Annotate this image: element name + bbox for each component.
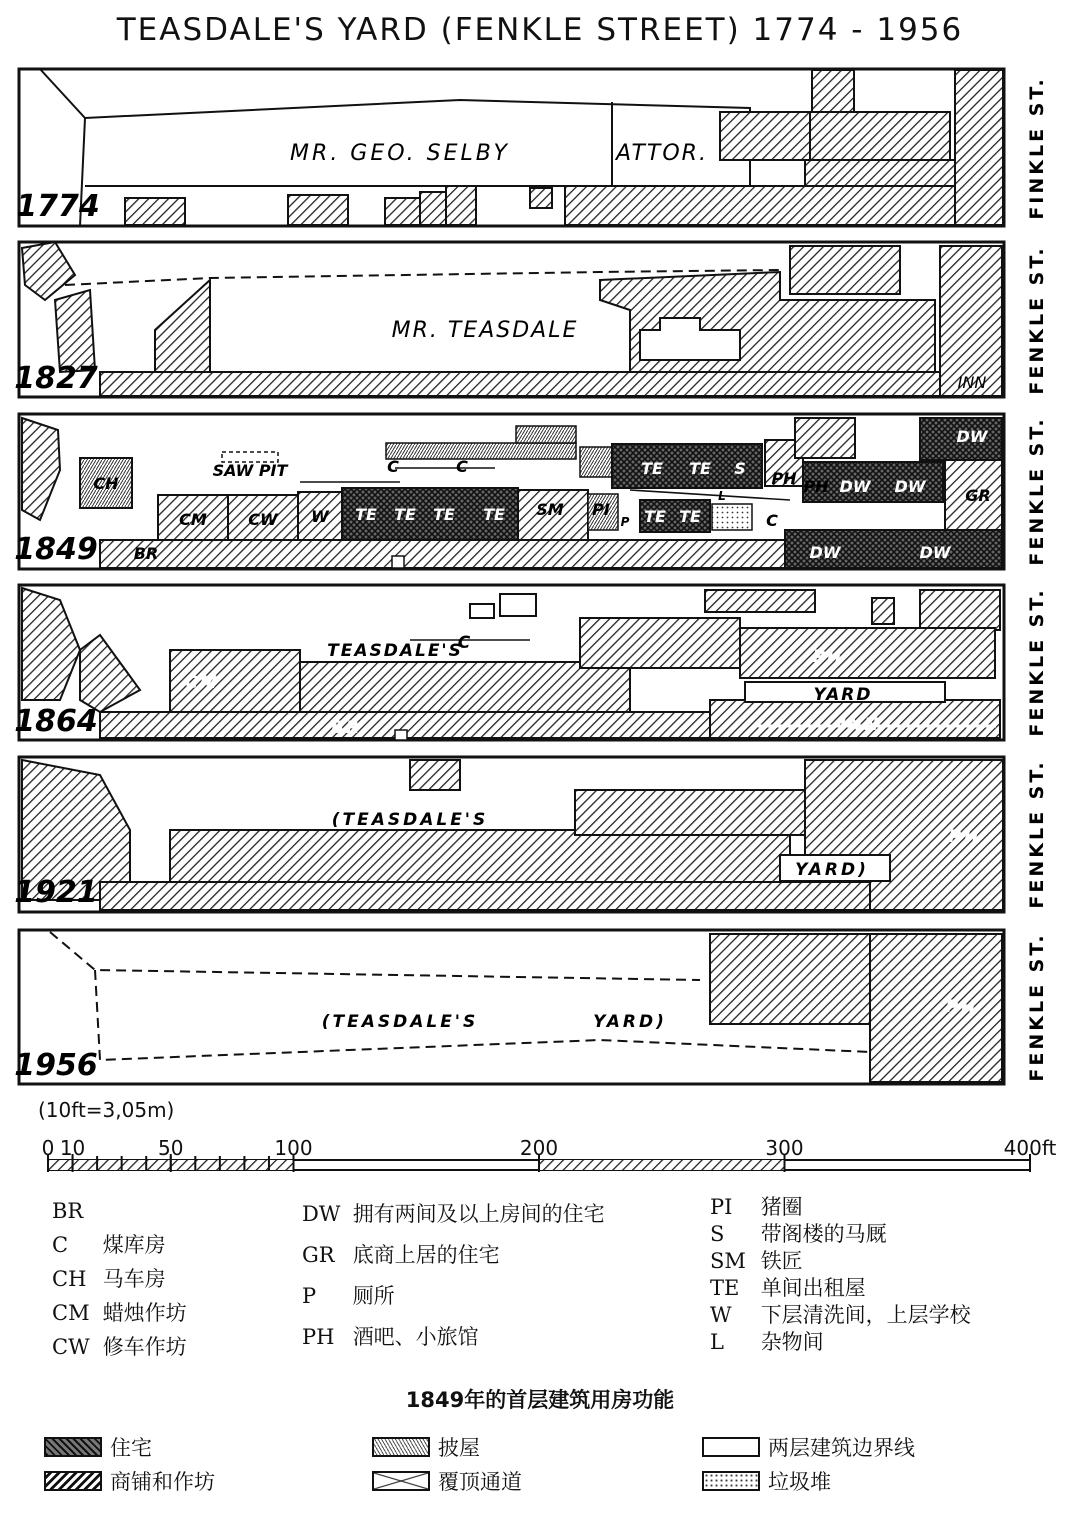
label-ph-1: PH	[771, 469, 797, 488]
scale-note: (10ft=3,05m)	[38, 1098, 175, 1122]
label-yard-1956: YARD)	[593, 1012, 667, 1032]
panel-1827	[14, 242, 1048, 397]
label-selby: MR. GEO. SELBY	[290, 141, 510, 166]
legend-item: PI 猪圈	[710, 1195, 803, 1219]
legend-item: SM 铁匠	[710, 1249, 803, 1273]
legend-item: CH 马车房	[52, 1267, 166, 1291]
label-te-1: TE	[355, 505, 377, 524]
year-1921: 1921	[14, 875, 98, 910]
label-yard-1864: YARD	[813, 685, 873, 705]
label-cm-1864: CM	[185, 673, 219, 693]
street-1827: FENKLE ST.	[1026, 245, 1048, 395]
label-te-6: TE	[679, 507, 701, 526]
label-inn-1864: INN	[839, 715, 881, 735]
panel-1774	[16, 69, 1048, 226]
label-yard-1921: YARD)	[795, 860, 869, 880]
label-teasdales-1864: TEASDALE'S	[327, 641, 463, 661]
label-ch: CH	[93, 474, 119, 493]
panel-1864	[14, 585, 1048, 740]
key-leanto: 披屋	[372, 1432, 480, 1462]
key-shops: 商铺和作坊	[44, 1466, 215, 1496]
label-teasdale: MR. TEASDALE	[391, 318, 579, 343]
label-p: P	[620, 515, 630, 529]
scale-tick-label: 0	[41, 1136, 55, 1160]
legend-subtitle: 1849年的首层建筑用房功能	[405, 1388, 675, 1412]
year-1849: 1849	[14, 532, 98, 567]
year-1956: 1956	[14, 1048, 98, 1083]
panel-1956	[14, 930, 1048, 1084]
legend-column-2	[302, 1194, 605, 1358]
diagram-title: TEASDALE'S YARD (FENKLE STREET) 1774 - 1956	[116, 12, 964, 48]
street-1921: FENKLE ST.	[1026, 759, 1048, 909]
label-teasdales-1921: (TEASDALE'S	[331, 810, 489, 830]
street-1849: FENKLE ST.	[1026, 416, 1048, 566]
label-s: S	[734, 459, 746, 478]
swatch-xbox	[372, 1471, 430, 1491]
label-br: BR	[133, 544, 159, 563]
legend-item: P 厕所	[302, 1284, 395, 1308]
label-ph-2: PH	[803, 477, 829, 496]
label-te-5: TE	[644, 507, 666, 526]
legend-item: S 带阁楼的马厩	[710, 1222, 887, 1246]
label-inn-1827: INN	[957, 373, 987, 392]
label-c-1864: C	[457, 633, 473, 653]
label-ph-1864: PH	[812, 647, 844, 667]
label-c-1: C	[387, 457, 399, 476]
label-dw-3: DW	[956, 427, 988, 446]
swatch-cross	[44, 1437, 102, 1457]
label-cm: CM	[179, 510, 207, 529]
label-saw-pit: SAW PIT	[212, 461, 288, 480]
label-dw-2: DW	[894, 477, 926, 496]
scale-tick-label: 200	[519, 1136, 559, 1160]
label-l: L	[718, 489, 726, 503]
label-br-1864: BR	[330, 718, 362, 738]
legend-item: GR 底商上居的住宅	[302, 1243, 500, 1267]
key-two-storey: 两层建筑边界线	[702, 1432, 915, 1462]
scale-tick-label: 100	[274, 1136, 313, 1160]
label-te-2: TE	[394, 505, 416, 524]
legend-item: PH 酒吧、小旅馆	[302, 1325, 479, 1349]
panel-1849	[14, 414, 1048, 569]
label-sm: SM	[536, 500, 564, 519]
scale-tick-label: 300	[765, 1136, 804, 1160]
label-w: W	[311, 507, 329, 526]
street-1774: FINKLE ST.	[1026, 76, 1048, 220]
label-c-2: C	[456, 457, 468, 476]
label-c-3: C	[766, 511, 778, 530]
swatch-hatch	[44, 1471, 102, 1491]
label-teasdales-1956: (TEASDALE'S	[321, 1012, 479, 1032]
legend-column-1	[52, 1194, 187, 1364]
key-rubbish: 垃圾堆	[702, 1466, 831, 1496]
legend-item: DW 拥有两间及以上房间的住宅	[302, 1202, 605, 1226]
label-cw: CW	[248, 510, 278, 529]
key-residence: 住宅	[44, 1432, 152, 1462]
label-te-4: TE	[483, 505, 505, 524]
label-te-7: TE	[641, 459, 663, 478]
swatch-fine	[372, 1437, 430, 1457]
scale-tick-label: 10	[59, 1136, 86, 1160]
legend-item: TE 单间出租屋	[710, 1276, 866, 1300]
swatch-dots	[702, 1471, 760, 1491]
legend-item: CM 蜡烛作坊	[52, 1301, 187, 1325]
swatch-outline	[702, 1437, 760, 1457]
scale-tick-label: 400ft	[1003, 1136, 1057, 1160]
label-ph-1956: PH	[945, 997, 979, 1017]
label-te-8: TE	[689, 459, 711, 478]
label-dw-1: DW	[839, 477, 871, 496]
street-1956: FENKLE ST.	[1026, 932, 1048, 1082]
street-1864: FENKLE ST.	[1026, 587, 1048, 737]
legend-item: W 下层清洗间，上层学校	[710, 1303, 971, 1327]
label-te-3: TE	[433, 505, 455, 524]
panel-1921	[14, 757, 1048, 912]
label-pi: PI	[592, 500, 610, 519]
legend-item: C 煤库房	[52, 1233, 166, 1257]
legend-column-3	[710, 1194, 971, 1356]
legend-item: CW 修车作坊	[52, 1335, 187, 1359]
legend-item: BR	[52, 1199, 84, 1223]
label-gr: GR	[965, 486, 991, 505]
label-dw-4: DW	[809, 543, 841, 562]
label-dw-5: DW	[919, 543, 951, 562]
year-1864: 1864	[14, 704, 98, 739]
year-1774: 1774	[16, 189, 100, 224]
key-covered-passage: 覆顶通道	[372, 1466, 522, 1496]
legend-item: L 杂物间	[710, 1330, 824, 1354]
scale-tick-label: 50	[158, 1136, 184, 1160]
label-attor: ATTOR.	[616, 141, 708, 166]
label-ph-1921: PH	[948, 827, 982, 847]
year-1827: 1827	[14, 361, 98, 396]
